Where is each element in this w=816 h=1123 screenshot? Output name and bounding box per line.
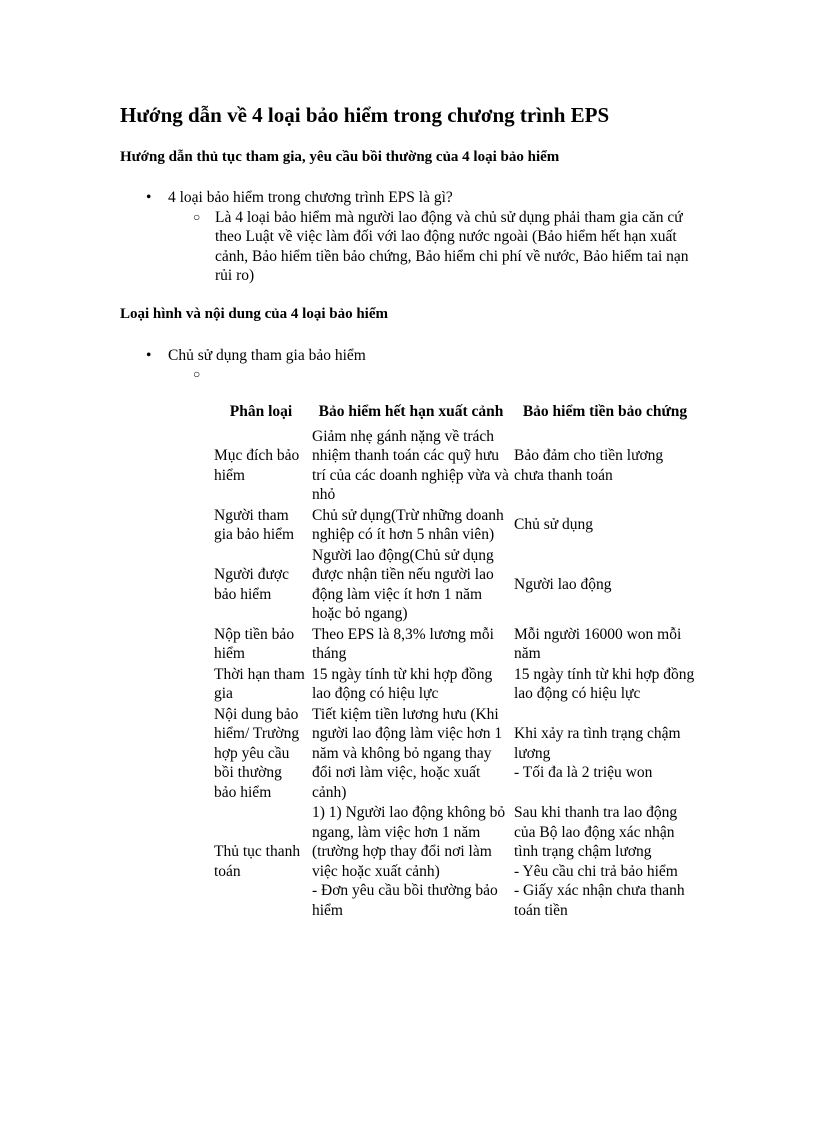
column-header: Bảo hiểm hết hạn xuất cảnh [318,403,504,420]
table-cell: Người lao động [514,575,612,593]
table-row [212,546,698,625]
column-header: Phân loại [229,403,293,420]
table-cell: Thủ tục thanh toán [214,843,301,880]
table-row [212,665,698,705]
circle-bullet-icon: ○ [193,210,201,224]
table-cell: Tiết kiệm tiền lương hưu (Khi người lao động làm việc hơn 1 năm và không bỏ ngang thay đổi nơi làm việc, hoặc xuất cảnh) [312,705,503,801]
table-cell: Sau khi thanh tra lao động của Bộ lao động xác nhận tình trạng chậm lương - Yêu cầu chi trả bảo hiểm - Giấy xác nhận chưa thanh toán tiền [514,804,685,919]
table-cell: Nộp tiền bảo hiểm [214,625,295,662]
table-cell: Theo EPS là 8,3% lương mỗi tháng [312,625,494,662]
bullet-dot-icon: • [146,347,152,364]
bullet-item-what-is [146,188,453,207]
table-cell: 15 ngày tính từ khi hợp đồng lao động có hiệu lực [312,665,493,702]
table-cell: Khi xảy ra tình trạng chậm lương - Tối đa là 2 triệu won [514,725,681,781]
table-cell: Giảm nhẹ gánh nặng về trách nhiệm thanh toán các quỹ hưu trí của các doanh nghiệp vừa và nhỏ [312,427,509,503]
table-cell: Người lao động(Chủ sử dụng được nhận tiền nếu người lao động làm việc ít hơn 1 năm hoặc bỏ ngang) [312,546,494,622]
section-heading-types: Loại hình và nội dung của 4 loại bảo hiểm [120,306,388,322]
table-row [212,427,698,506]
bullet-text: 4 loại bảo hiểm trong chương trình EPS là gì? [168,189,453,206]
table-cell: Người được bảo hiểm [214,566,289,603]
table-row [212,803,698,921]
table-cell: Thời hạn tham gia [214,665,305,702]
bullet-text: Chủ sử dụng tham gia bảo hiểm [168,347,366,364]
table-header-row [212,402,698,427]
table-cell: Chủ sử dụng [514,516,594,534]
table-cell: Mỗi người 16000 won mỗi năm [514,625,682,662]
table-cell: Chủ sử dụng(Trừ những doanh nghiệp có ít hơn 5 nhân viên) [312,506,504,543]
table-row [212,705,698,804]
page-title: Hướng dẫn về 4 loại bảo hiểm trong chương trình EPS [120,103,610,127]
table-cell: 15 ngày tính từ khi hợp đồng lao động có hiệu lực [514,665,695,702]
sub-bullet-item [193,208,695,285]
section-heading-procedure: Hướng dẫn thủ tục tham gia, yêu cầu bồi thường của 4 loại bảo hiểm [120,149,560,165]
table-cell: Người tham gia bảo hiểm [214,506,295,543]
insurance-table [212,402,698,921]
table-row [212,506,698,546]
bullet-item-employer [146,346,366,365]
sub-bullet-text: Là 4 loại bảo hiểm mà người lao động và chủ sử dụng phải tham gia căn cứ theo Luật về việc làm đối với lao động nước ngoài (Bảo hiểm hết hạn xuất cảnh, Bảo hiểm tiền bảo chứng, Bảo hiểm chi phí về nước, Bảo hiểm tai nạn rủi ro) [215,209,689,284]
table-cell: Mục đích bảo hiểm [214,447,300,484]
table-cell: 1) 1) Người lao động không bỏ ngang, làm việc hơn 1 năm (trường hợp thay đổi nơi làm việc hoặc xuất cảnh) - Đơn yêu cầu bồi thường bảo hiểm [312,804,506,919]
circle-bullet-icon: ○ [193,367,201,381]
column-header: Bảo hiểm tiền bảo chứng [522,403,688,420]
table-cell: Nội dung bảo hiểm/ Trường hợp yêu cầu bồi thường bảo hiểm [214,705,300,801]
table-cell: Bảo đảm cho tiền lương chưa thanh toán [514,447,664,484]
bullet-dot-icon: • [146,189,152,206]
table-row [212,625,698,665]
